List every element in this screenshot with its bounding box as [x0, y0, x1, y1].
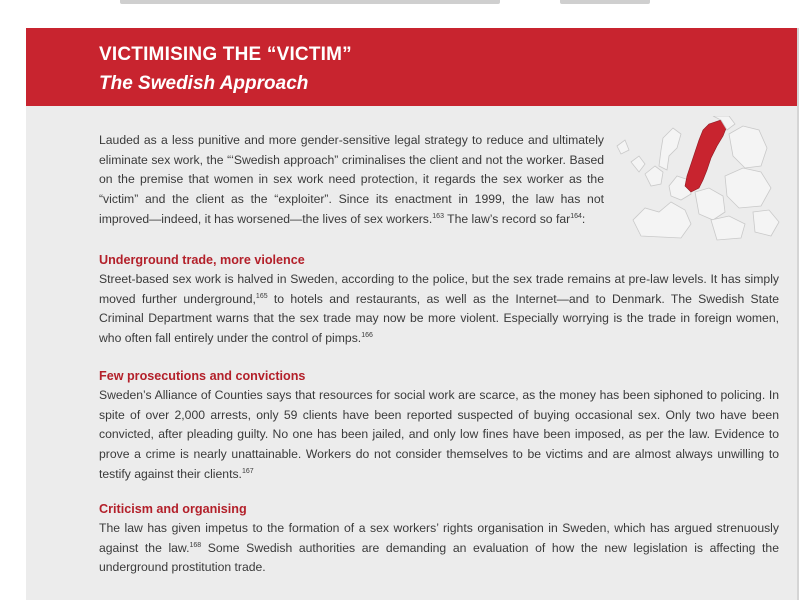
europe-map-icon — [611, 116, 781, 241]
previous-page-edge — [0, 0, 799, 28]
footnote-ref[interactable]: 166 — [361, 332, 373, 340]
section-heading: Few prosecutions and convictions — [99, 369, 306, 383]
footnote-ref[interactable]: 168 — [189, 541, 202, 549]
page-title: VICTIMISING THE “VICTIM” — [99, 44, 352, 65]
footnote-ref[interactable]: 167 — [241, 467, 254, 475]
sweden-shape — [685, 120, 727, 192]
intro-paragraph: Lauded as a less punitive and more gender-sensitive legal strategy to reduce and ultimately eliminate sex work, the “‘Swedish approach” criminalises the client and not the worker. Based on the premise that women in sex work need protection, it regards the sex worker as the “victim” and the client as the “exploiter”. Since its enactment in 1999, the law has not improved—indeed, it has worsened—the lives of sex workers.$^{163}$ The law’s record so far$^{164}$: — [99, 133, 604, 226]
section-criticism-organising — [99, 500, 779, 578]
footnote-ref[interactable]: 164 — [570, 212, 582, 220]
section-heading: Criticism and organising — [99, 502, 247, 516]
footnote-ref[interactable]: 163 — [432, 212, 444, 220]
section-underground-trade — [99, 251, 779, 349]
sidebar-box — [26, 28, 799, 600]
section-heading: Underground trade, more violence — [99, 253, 305, 267]
page-subtitle: The Swedish Approach — [99, 73, 309, 94]
section-few-prosecutions — [99, 367, 779, 485]
title-banner — [26, 28, 799, 106]
section-body: Street-based sex work is halved in Sweden, according to the police, but the sex trade remains at pre-law levels. It has simply moved further underground,$^{165}$ to hotels and restaurants, as well as the Internet—and to Denmark. The Swedish State Criminal Department warns that the sex trade may now be more violent. Especially worrying is the trade in foreign women, who often fall entirely under the control of pimps.$^{166}$ — [99, 272, 779, 346]
section-body: Sweden’s Alliance of Counties says that resources for social work are scarce, as the money has been siphoned to policing. In spite of over 2,000 arrests, only 59 clients have been reported suspected of buying occasional sex. Only two have been convicted, after pleading guilty. No one has been jailed, and only low fines have been imposed, as per the law. Evidence to prove a crime is nearly unattainable. Workers do not consider themselves to be victims and are almost always unwilling to testify against their clients.$^{167}$ — [99, 388, 779, 481]
footnote-ref[interactable]: 165 — [255, 292, 268, 300]
section-body: The law has given impetus to the formation of a sex workers’ rights organisation in Sweden, which has argued strenuously against the law.$^{168}$ Some Swedish authorities are demanding an evaluation of how the new legislation is affecting the underground prostitution trade. — [99, 521, 779, 575]
